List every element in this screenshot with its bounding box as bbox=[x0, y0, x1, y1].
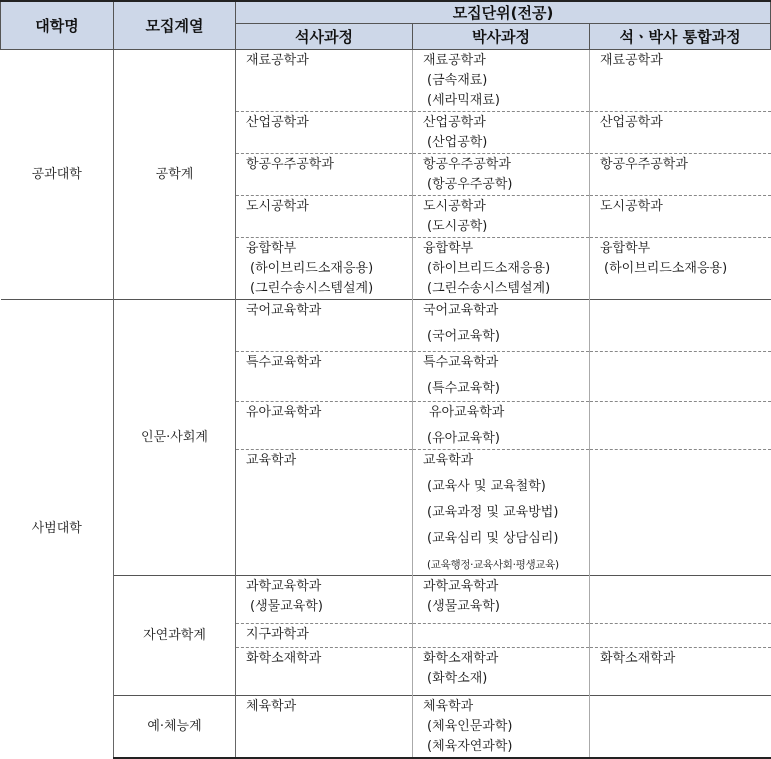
doctoral-cell bbox=[413, 450, 589, 575]
header-field: 모집계열 bbox=[114, 1, 236, 50]
masters-cell bbox=[236, 352, 412, 373]
masters-cell bbox=[236, 112, 412, 133]
header-masters: 석사과정 bbox=[236, 24, 413, 50]
integrated-cell bbox=[590, 154, 771, 175]
masters-cell bbox=[236, 50, 412, 71]
integrated-cell-empty bbox=[590, 450, 771, 576]
masters-cell bbox=[236, 696, 412, 717]
integrated-cell-empty bbox=[590, 402, 771, 450]
unit-text: 도시공학과 bbox=[600, 199, 663, 214]
unit-text: 도시공학과 bbox=[246, 199, 309, 214]
header-unit: 모집단위(전공) bbox=[236, 1, 771, 24]
unit-text: 특수교육학과 bbox=[246, 355, 322, 370]
masters-cell bbox=[236, 648, 412, 669]
major-text: (교육사 및 교육철학) bbox=[427, 479, 546, 494]
doctoral-cell bbox=[413, 696, 589, 757]
major-text: (하이브리드소재응용) bbox=[427, 261, 551, 276]
header-college: 대학명 bbox=[1, 1, 114, 50]
major-text: (하이브리드소재응용) bbox=[604, 261, 728, 276]
unit-text: 국어교육학과 bbox=[246, 303, 322, 318]
integrated-cell-empty bbox=[590, 576, 771, 624]
major-text: (그린수송시스템설계) bbox=[427, 281, 551, 296]
doctoral-cell bbox=[413, 50, 589, 111]
masters-cell bbox=[236, 196, 412, 217]
doctoral-cell bbox=[413, 576, 589, 617]
unit-text: 특수교육학과 bbox=[423, 355, 499, 370]
unit-text: 융합학부 bbox=[423, 241, 474, 256]
unit-text: 체육학과 bbox=[423, 699, 474, 714]
major-text: (국어교육학) bbox=[427, 329, 500, 344]
doctoral-cell bbox=[413, 112, 589, 153]
unit-text: 융합학부 bbox=[246, 241, 297, 256]
unit-text: 국어교육학과 bbox=[423, 303, 499, 318]
doctoral-cell bbox=[413, 196, 589, 237]
doctoral-cell bbox=[413, 648, 589, 689]
major-text: (하이브리드소재응용) bbox=[250, 261, 374, 276]
field-engineering: 공학계 bbox=[114, 50, 236, 300]
college-engineering: 공과대학 bbox=[1, 50, 114, 300]
integrated-cell bbox=[590, 196, 771, 217]
major-text: (그린수송시스템설계) bbox=[250, 281, 374, 296]
field-arts: 예·체능계 bbox=[114, 696, 236, 759]
unit-text: 과학교육학과 bbox=[246, 579, 322, 594]
unit-text: 항공우주공학과 bbox=[423, 157, 511, 172]
major-text: (교육과정 및 교육방법) bbox=[427, 505, 559, 520]
masters-cell bbox=[236, 624, 412, 645]
unit-text: 교육학과 bbox=[246, 453, 297, 468]
masters-cell bbox=[236, 402, 412, 423]
doctoral-cell bbox=[413, 352, 589, 399]
college-education: 사범대학 bbox=[1, 300, 114, 759]
unit-text: 교육학과 bbox=[423, 453, 474, 468]
integrated-cell bbox=[590, 112, 771, 133]
major-text: (특수교육학) bbox=[427, 381, 500, 396]
header-doctoral: 박사과정 bbox=[413, 24, 590, 50]
masters-cell bbox=[236, 300, 412, 321]
unit-text: 화학소재학과 bbox=[246, 651, 322, 666]
doctoral-cell bbox=[413, 300, 589, 347]
major-text: (교육심리 및 상담심리) bbox=[427, 531, 559, 546]
major-text: (산업공학) bbox=[427, 135, 488, 150]
doctoral-cell bbox=[413, 402, 589, 449]
unit-text: 화학소재학과 bbox=[600, 651, 676, 666]
unit-text: 유아교육학과 bbox=[246, 405, 322, 420]
header-integrated: 석ㆍ박사 통합과정 bbox=[590, 24, 771, 50]
doctoral-cell bbox=[413, 154, 589, 195]
unit-text: 항공우주공학과 bbox=[246, 157, 334, 172]
integrated-cell-empty bbox=[590, 300, 771, 352]
integrated-cell-empty bbox=[590, 624, 771, 648]
major-text: (교육행정·교육사회·평생교육) bbox=[427, 559, 559, 571]
unit-text: 재료공학과 bbox=[600, 53, 663, 68]
unit-text: 산업공학과 bbox=[423, 115, 486, 130]
unit-text: 항공우주공학과 bbox=[600, 157, 688, 172]
unit-text: 재료공학과 bbox=[423, 53, 486, 68]
unit-text: 화학소재학과 bbox=[423, 651, 499, 666]
major-text: (생물교육학) bbox=[427, 599, 500, 614]
field-humanities: 인문·사회계 bbox=[114, 300, 236, 576]
masters-cell bbox=[236, 576, 412, 617]
doctoral-cell-empty bbox=[413, 624, 590, 648]
major-text: (화학소재) bbox=[427, 671, 488, 686]
masters-cell bbox=[236, 154, 412, 175]
major-text: (세라믹재료) bbox=[427, 93, 500, 108]
major-text: (체육인문과학) bbox=[427, 719, 513, 734]
major-text: (도시공학) bbox=[427, 219, 488, 234]
integrated-cell bbox=[590, 238, 771, 279]
unit-text: 융합학부 bbox=[600, 241, 651, 256]
unit-text: 산업공학과 bbox=[600, 115, 663, 130]
integrated-cell bbox=[590, 648, 771, 669]
doctoral-cell bbox=[413, 238, 589, 299]
integrated-cell-empty bbox=[590, 352, 771, 402]
masters-cell bbox=[236, 450, 412, 471]
unit-text: 도시공학과 bbox=[423, 199, 486, 214]
major-text: (금속재료) bbox=[427, 73, 488, 88]
unit-text: 과학교육학과 bbox=[423, 579, 499, 594]
major-text: (유아교육학) bbox=[427, 431, 500, 446]
field-science: 자연과학계 bbox=[114, 576, 236, 696]
integrated-cell bbox=[590, 50, 771, 71]
unit-text: 지구과학과 bbox=[246, 627, 309, 642]
major-text: (생물교육학) bbox=[250, 599, 323, 614]
major-text: (체육자연과학) bbox=[427, 739, 513, 754]
unit-text: 재료공학과 bbox=[246, 53, 309, 68]
integrated-cell-empty bbox=[590, 696, 771, 759]
unit-text: 체육학과 bbox=[246, 699, 297, 714]
major-text: (항공우주공학) bbox=[427, 177, 513, 192]
unit-text: 유아교육학과 bbox=[429, 405, 505, 420]
masters-cell bbox=[236, 238, 412, 299]
unit-text: 산업공학과 bbox=[246, 115, 309, 130]
